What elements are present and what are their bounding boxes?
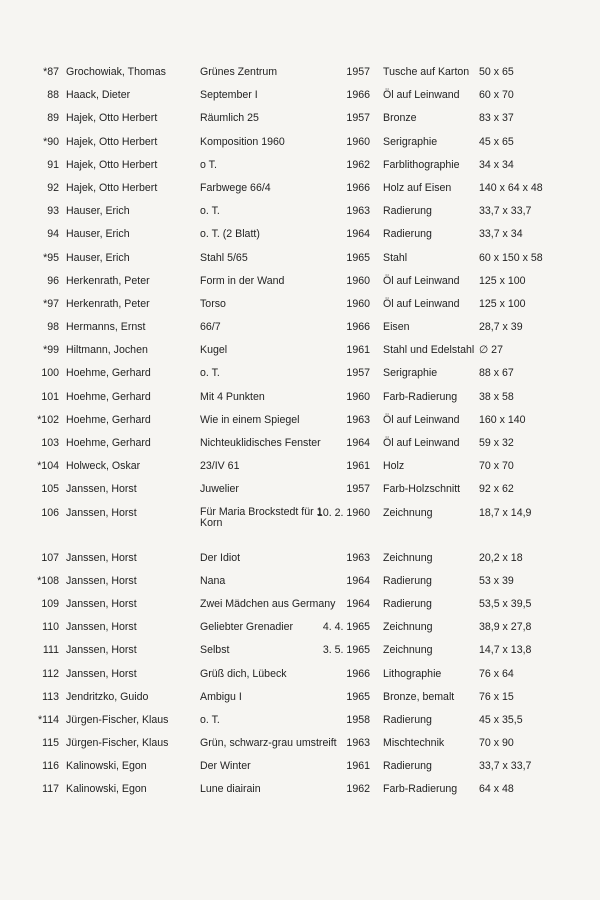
artwork-dimensions: 53,5 x 39,5 bbox=[479, 597, 532, 610]
entry-number: 100 bbox=[41, 367, 59, 380]
catalog-entry bbox=[0, 252, 600, 275]
artist-name: Hajek, Otto Herbert bbox=[66, 181, 158, 194]
artwork-title: o T. bbox=[200, 158, 217, 171]
artist-name: Holweck, Oskar bbox=[66, 460, 141, 473]
artwork-technique: Holz auf Eisen bbox=[383, 181, 452, 194]
artwork-year: 1957 bbox=[346, 112, 370, 125]
artist-name: Janssen, Horst bbox=[66, 574, 137, 587]
artwork-title: Grünes Zentrum bbox=[200, 66, 278, 78]
artwork-technique: Öl auf Leinwand bbox=[383, 297, 460, 310]
artist-name: Herkenrath, Peter bbox=[66, 297, 150, 310]
catalog-entry bbox=[0, 367, 600, 390]
catalog-list bbox=[0, 66, 600, 807]
artist-name: Janssen, Horst bbox=[66, 621, 137, 634]
artwork-dimensions: 33,7 x 33,7 bbox=[479, 205, 532, 218]
artwork-technique: Farb-Radierung bbox=[383, 783, 458, 796]
artwork-technique: Öl auf Leinwand bbox=[383, 274, 460, 287]
entry-number: *90 bbox=[43, 135, 59, 148]
artist-name: Hoehme, Gerhard bbox=[66, 413, 151, 426]
artwork-dimensions: 28,7 x 39 bbox=[479, 321, 523, 334]
artwork-year: 1964 bbox=[346, 228, 370, 241]
artwork-year: 4. 4. 1965 bbox=[322, 621, 370, 634]
artwork-title: 23/IV 61 bbox=[200, 460, 240, 473]
artwork-technique: Stahl und Edelstahl bbox=[383, 344, 475, 357]
artwork-title: Ambigu I bbox=[200, 690, 242, 703]
artist-name: Hajek, Otto Herbert bbox=[66, 158, 158, 171]
artwork-year: 1961 bbox=[346, 460, 370, 473]
artwork-title: Juwelier bbox=[200, 483, 239, 496]
artwork-year: 1963 bbox=[346, 551, 370, 564]
artwork-dimensions: 70 x 90 bbox=[479, 737, 514, 750]
artist-name: Hoehme, Gerhard bbox=[66, 390, 151, 403]
catalog-entry bbox=[0, 507, 600, 552]
catalog-entry bbox=[0, 275, 600, 298]
artwork-dimensions: 50 x 65 bbox=[479, 66, 514, 78]
entry-number: *104 bbox=[37, 460, 59, 473]
entry-number: 113 bbox=[42, 690, 59, 703]
catalog-entry bbox=[0, 321, 600, 344]
artwork-dimensions: 14,7 x 13,8 bbox=[479, 644, 532, 657]
artwork-dimensions: 88 x 67 bbox=[479, 367, 514, 380]
catalog-entry bbox=[0, 112, 600, 135]
entry-number: 116 bbox=[42, 760, 59, 773]
artwork-technique: Farb-Radierung bbox=[383, 390, 458, 403]
artwork-year: 10. 2. 1960 bbox=[316, 506, 370, 519]
catalog-entry bbox=[0, 552, 600, 575]
entry-number: 107 bbox=[41, 551, 59, 564]
artwork-title: o. T. bbox=[200, 367, 220, 380]
entry-number: *87 bbox=[43, 66, 59, 78]
artwork-technique: Farblithographie bbox=[383, 158, 460, 171]
artwork-year: 1964 bbox=[346, 437, 370, 449]
artist-name: Janssen, Horst bbox=[66, 597, 137, 610]
entry-number: 96 bbox=[47, 274, 59, 287]
entry-number: *97 bbox=[43, 297, 59, 310]
artwork-dimensions: 70 x 70 bbox=[479, 460, 514, 473]
catalog-entry bbox=[0, 575, 600, 598]
artwork-year: 1960 bbox=[346, 135, 370, 148]
artwork-technique: Lithographie bbox=[383, 667, 442, 680]
artwork-year: 1963 bbox=[346, 205, 370, 218]
artwork-dimensions: 34 x 34 bbox=[479, 158, 514, 171]
artwork-dimensions: 83 x 37 bbox=[479, 112, 514, 125]
artwork-title: Geliebter Grenadier bbox=[200, 621, 294, 634]
catalog-entry bbox=[0, 298, 600, 321]
artist-name: Jendritzko, Guido bbox=[66, 690, 149, 703]
artwork-title: Nichteuklidisches Fenster bbox=[200, 437, 321, 449]
artwork-title: Grüß dich, Lübeck bbox=[200, 667, 287, 680]
artwork-title: Farbwege 66/4 bbox=[200, 181, 271, 194]
artist-name: Hoehme, Gerhard bbox=[66, 367, 151, 380]
catalog-entry bbox=[0, 136, 600, 159]
entry-number: *114 bbox=[37, 713, 59, 726]
entry-number: 88 bbox=[47, 89, 59, 102]
artist-name: Jürgen-Fischer, Klaus bbox=[66, 713, 169, 726]
entry-number: 101 bbox=[41, 390, 59, 403]
artwork-dimensions: 60 x 70 bbox=[479, 89, 514, 102]
catalog-entry bbox=[0, 598, 600, 621]
catalog-entry bbox=[0, 205, 600, 228]
artwork-technique: Farb-Holzschnitt bbox=[383, 483, 461, 496]
artwork-title: Lune diairain bbox=[200, 783, 261, 796]
artist-name: Janssen, Horst bbox=[66, 644, 137, 657]
entry-number: 117 bbox=[42, 783, 59, 796]
entry-number: 91 bbox=[47, 158, 59, 171]
catalog-entry bbox=[0, 66, 600, 89]
artist-name: Hauser, Erich bbox=[66, 205, 130, 218]
artist-name: Hajek, Otto Herbert bbox=[66, 112, 158, 125]
catalog-entry bbox=[0, 483, 600, 506]
artwork-title: Stahl 5/65 bbox=[200, 251, 248, 264]
artwork-title: September I bbox=[200, 89, 258, 102]
artwork-year: 1966 bbox=[346, 181, 370, 194]
entry-number: *102 bbox=[37, 413, 59, 426]
artwork-dimensions: 160 x 140 bbox=[479, 413, 526, 426]
artwork-dimensions: ∅ 27 bbox=[479, 344, 503, 357]
artwork-technique: Öl auf Leinwand bbox=[383, 89, 460, 102]
artwork-title: Kugel bbox=[200, 344, 228, 357]
catalog-entry bbox=[0, 621, 600, 644]
catalog-entry bbox=[0, 414, 600, 437]
artwork-dimensions: 125 x 100 bbox=[479, 274, 526, 287]
artist-name: Janssen, Horst bbox=[66, 506, 137, 519]
artwork-title: Der Idiot bbox=[200, 551, 241, 564]
artwork-technique: Bronze bbox=[383, 112, 417, 125]
artist-name: Kalinowski, Egon bbox=[66, 760, 147, 773]
artwork-dimensions: 45 x 65 bbox=[479, 135, 514, 148]
artwork-title: Wie in einem Spiegel bbox=[200, 413, 300, 426]
catalog-entry bbox=[0, 460, 600, 483]
artwork-title: o. T. bbox=[200, 205, 220, 218]
artwork-technique: Öl auf Leinwand bbox=[383, 413, 460, 426]
artwork-title: o. T. bbox=[200, 713, 220, 726]
artwork-dimensions: 33,7 x 34 bbox=[479, 228, 523, 241]
artwork-year: 1957 bbox=[346, 66, 370, 78]
artwork-dimensions: 33,7 x 33,7 bbox=[479, 760, 532, 773]
artwork-year: 1966 bbox=[346, 667, 370, 680]
artwork-technique: Zeichnung bbox=[383, 621, 433, 634]
artwork-year: 1957 bbox=[346, 367, 370, 380]
entry-number: *99 bbox=[43, 344, 59, 357]
artwork-technique: Öl auf Leinwand bbox=[383, 437, 460, 449]
artist-name: Hoehme, Gerhard bbox=[66, 437, 151, 449]
entry-number: 105 bbox=[41, 483, 59, 496]
artwork-title: Komposition 1960 bbox=[200, 135, 285, 148]
artwork-dimensions: 140 x 64 x 48 bbox=[479, 181, 543, 194]
entry-number: 92 bbox=[47, 181, 59, 194]
artwork-title: Form in der Wand bbox=[200, 274, 285, 287]
artwork-title: Torso bbox=[200, 297, 226, 310]
entry-number: 106 bbox=[41, 506, 59, 519]
artist-name: Janssen, Horst bbox=[66, 483, 137, 496]
artwork-dimensions: 38 x 58 bbox=[479, 390, 514, 403]
artwork-title: Für Maria Brockstedt für 1 Korn bbox=[200, 505, 323, 530]
artist-name: Hauser, Erich bbox=[66, 251, 130, 264]
artwork-dimensions: 38,9 x 27,8 bbox=[479, 621, 532, 634]
artwork-technique: Radierung bbox=[383, 597, 432, 610]
artwork-dimensions: 125 x 100 bbox=[479, 297, 526, 310]
artwork-year: 3. 5. 1965 bbox=[322, 644, 370, 657]
entry-number: *95 bbox=[43, 251, 59, 264]
entry-number: 93 bbox=[47, 205, 59, 218]
catalog-entry bbox=[0, 89, 600, 112]
artwork-title: 66/7 bbox=[200, 321, 221, 334]
entry-number: 110 bbox=[42, 621, 59, 634]
catalog-entry bbox=[0, 391, 600, 414]
catalog-entry bbox=[0, 737, 600, 760]
artwork-dimensions: 60 x 150 x 58 bbox=[479, 251, 543, 264]
artwork-title: Selbst bbox=[200, 644, 230, 657]
artwork-technique: Mischtechnik bbox=[383, 737, 445, 750]
catalog-entry bbox=[0, 760, 600, 783]
artist-name: Hiltmann, Jochen bbox=[66, 344, 148, 357]
entry-number: 94 bbox=[47, 228, 59, 241]
artist-name: Haack, Dieter bbox=[66, 89, 131, 102]
artwork-year: 1964 bbox=[346, 574, 370, 587]
catalog-entry bbox=[0, 668, 600, 691]
entry-number: 98 bbox=[47, 321, 59, 334]
artwork-technique: Serigraphie bbox=[383, 367, 438, 380]
artwork-title: Grün, schwarz-grau umstreift bbox=[200, 737, 337, 750]
artist-name: Kalinowski, Egon bbox=[66, 783, 147, 796]
artwork-technique: Eisen bbox=[383, 321, 410, 334]
entry-number: 115 bbox=[42, 737, 59, 750]
entry-number: *108 bbox=[37, 574, 59, 587]
artwork-dimensions: 53 x 39 bbox=[479, 574, 514, 587]
artwork-title: Zwei Mädchen aus Germany bbox=[200, 597, 336, 610]
artist-name: Herkenrath, Peter bbox=[66, 274, 150, 287]
artwork-technique: Radierung bbox=[383, 574, 432, 587]
catalog-entry bbox=[0, 691, 600, 714]
artwork-year: 1961 bbox=[346, 760, 370, 773]
artwork-technique: Bronze, bemalt bbox=[383, 690, 455, 703]
artwork-dimensions: 76 x 64 bbox=[479, 667, 514, 680]
entry-number: 103 bbox=[41, 437, 59, 449]
artist-name: Janssen, Horst bbox=[66, 667, 137, 680]
artwork-technique: Radierung bbox=[383, 760, 432, 773]
catalog-entry bbox=[0, 159, 600, 182]
artwork-year: 1965 bbox=[346, 251, 370, 264]
artwork-year: 1960 bbox=[346, 274, 370, 287]
artwork-dimensions: 64 x 48 bbox=[479, 783, 514, 796]
artwork-dimensions: 20,2 x 18 bbox=[479, 551, 523, 564]
artwork-dimensions: 45 x 35,5 bbox=[479, 713, 523, 726]
artwork-year: 1960 bbox=[346, 390, 370, 403]
artwork-year: 1965 bbox=[346, 690, 370, 703]
artwork-technique: Zeichnung bbox=[383, 644, 433, 657]
catalog-entry bbox=[0, 228, 600, 251]
artist-name: Hajek, Otto Herbert bbox=[66, 135, 158, 148]
artwork-dimensions: 18,7 x 14,9 bbox=[479, 506, 532, 519]
artwork-year: 1957 bbox=[346, 483, 370, 496]
catalog-entry bbox=[0, 437, 600, 460]
artwork-technique: Zeichnung bbox=[383, 506, 433, 519]
artwork-year: 1964 bbox=[346, 597, 370, 610]
artwork-year: 1963 bbox=[346, 413, 370, 426]
artwork-technique: Zeichnung bbox=[383, 551, 433, 564]
artwork-title: Räumlich 25 bbox=[200, 112, 259, 125]
artwork-title: Mit 4 Punkten bbox=[200, 390, 265, 403]
artwork-year: 1962 bbox=[346, 158, 370, 171]
artwork-year: 1960 bbox=[346, 297, 370, 310]
artist-name: Janssen, Horst bbox=[66, 551, 137, 564]
artwork-year: 1958 bbox=[346, 713, 370, 726]
catalog-entry bbox=[0, 644, 600, 667]
artwork-title: Der Winter bbox=[200, 760, 251, 773]
artwork-title: o. T. (2 Blatt) bbox=[200, 228, 260, 241]
entry-number: 111 bbox=[42, 644, 59, 657]
artwork-technique: Stahl bbox=[383, 251, 408, 264]
artist-name: Jürgen-Fischer, Klaus bbox=[66, 737, 169, 750]
catalog-entry bbox=[0, 783, 600, 806]
entry-number: 89 bbox=[47, 112, 59, 125]
artwork-dimensions: 92 x 62 bbox=[479, 483, 514, 496]
artwork-year: 1963 bbox=[346, 737, 370, 750]
catalog-entry bbox=[0, 182, 600, 205]
artwork-technique: Radierung bbox=[383, 205, 432, 218]
artwork-year: 1961 bbox=[346, 344, 370, 357]
artwork-technique: Holz bbox=[383, 460, 405, 473]
catalog-entry bbox=[0, 714, 600, 737]
artwork-technique: Tusche auf Karton bbox=[383, 66, 470, 78]
entry-number: 112 bbox=[42, 667, 59, 680]
artwork-dimensions: 76 x 15 bbox=[479, 690, 514, 703]
artwork-technique: Radierung bbox=[383, 713, 432, 726]
entry-number: 109 bbox=[41, 597, 59, 610]
artwork-year: 1966 bbox=[346, 89, 370, 102]
artwork-technique: Serigraphie bbox=[383, 135, 438, 148]
artwork-year: 1962 bbox=[346, 783, 370, 796]
artist-name: Hermanns, Ernst bbox=[66, 321, 146, 334]
catalog-entry bbox=[0, 344, 600, 367]
artwork-year: 1966 bbox=[346, 321, 370, 334]
artist-name: Grochowiak, Thomas bbox=[66, 66, 166, 78]
artwork-title: Nana bbox=[200, 574, 226, 587]
artwork-dimensions: 59 x 32 bbox=[479, 437, 514, 449]
artist-name: Hauser, Erich bbox=[66, 228, 130, 241]
artwork-technique: Radierung bbox=[383, 228, 432, 241]
